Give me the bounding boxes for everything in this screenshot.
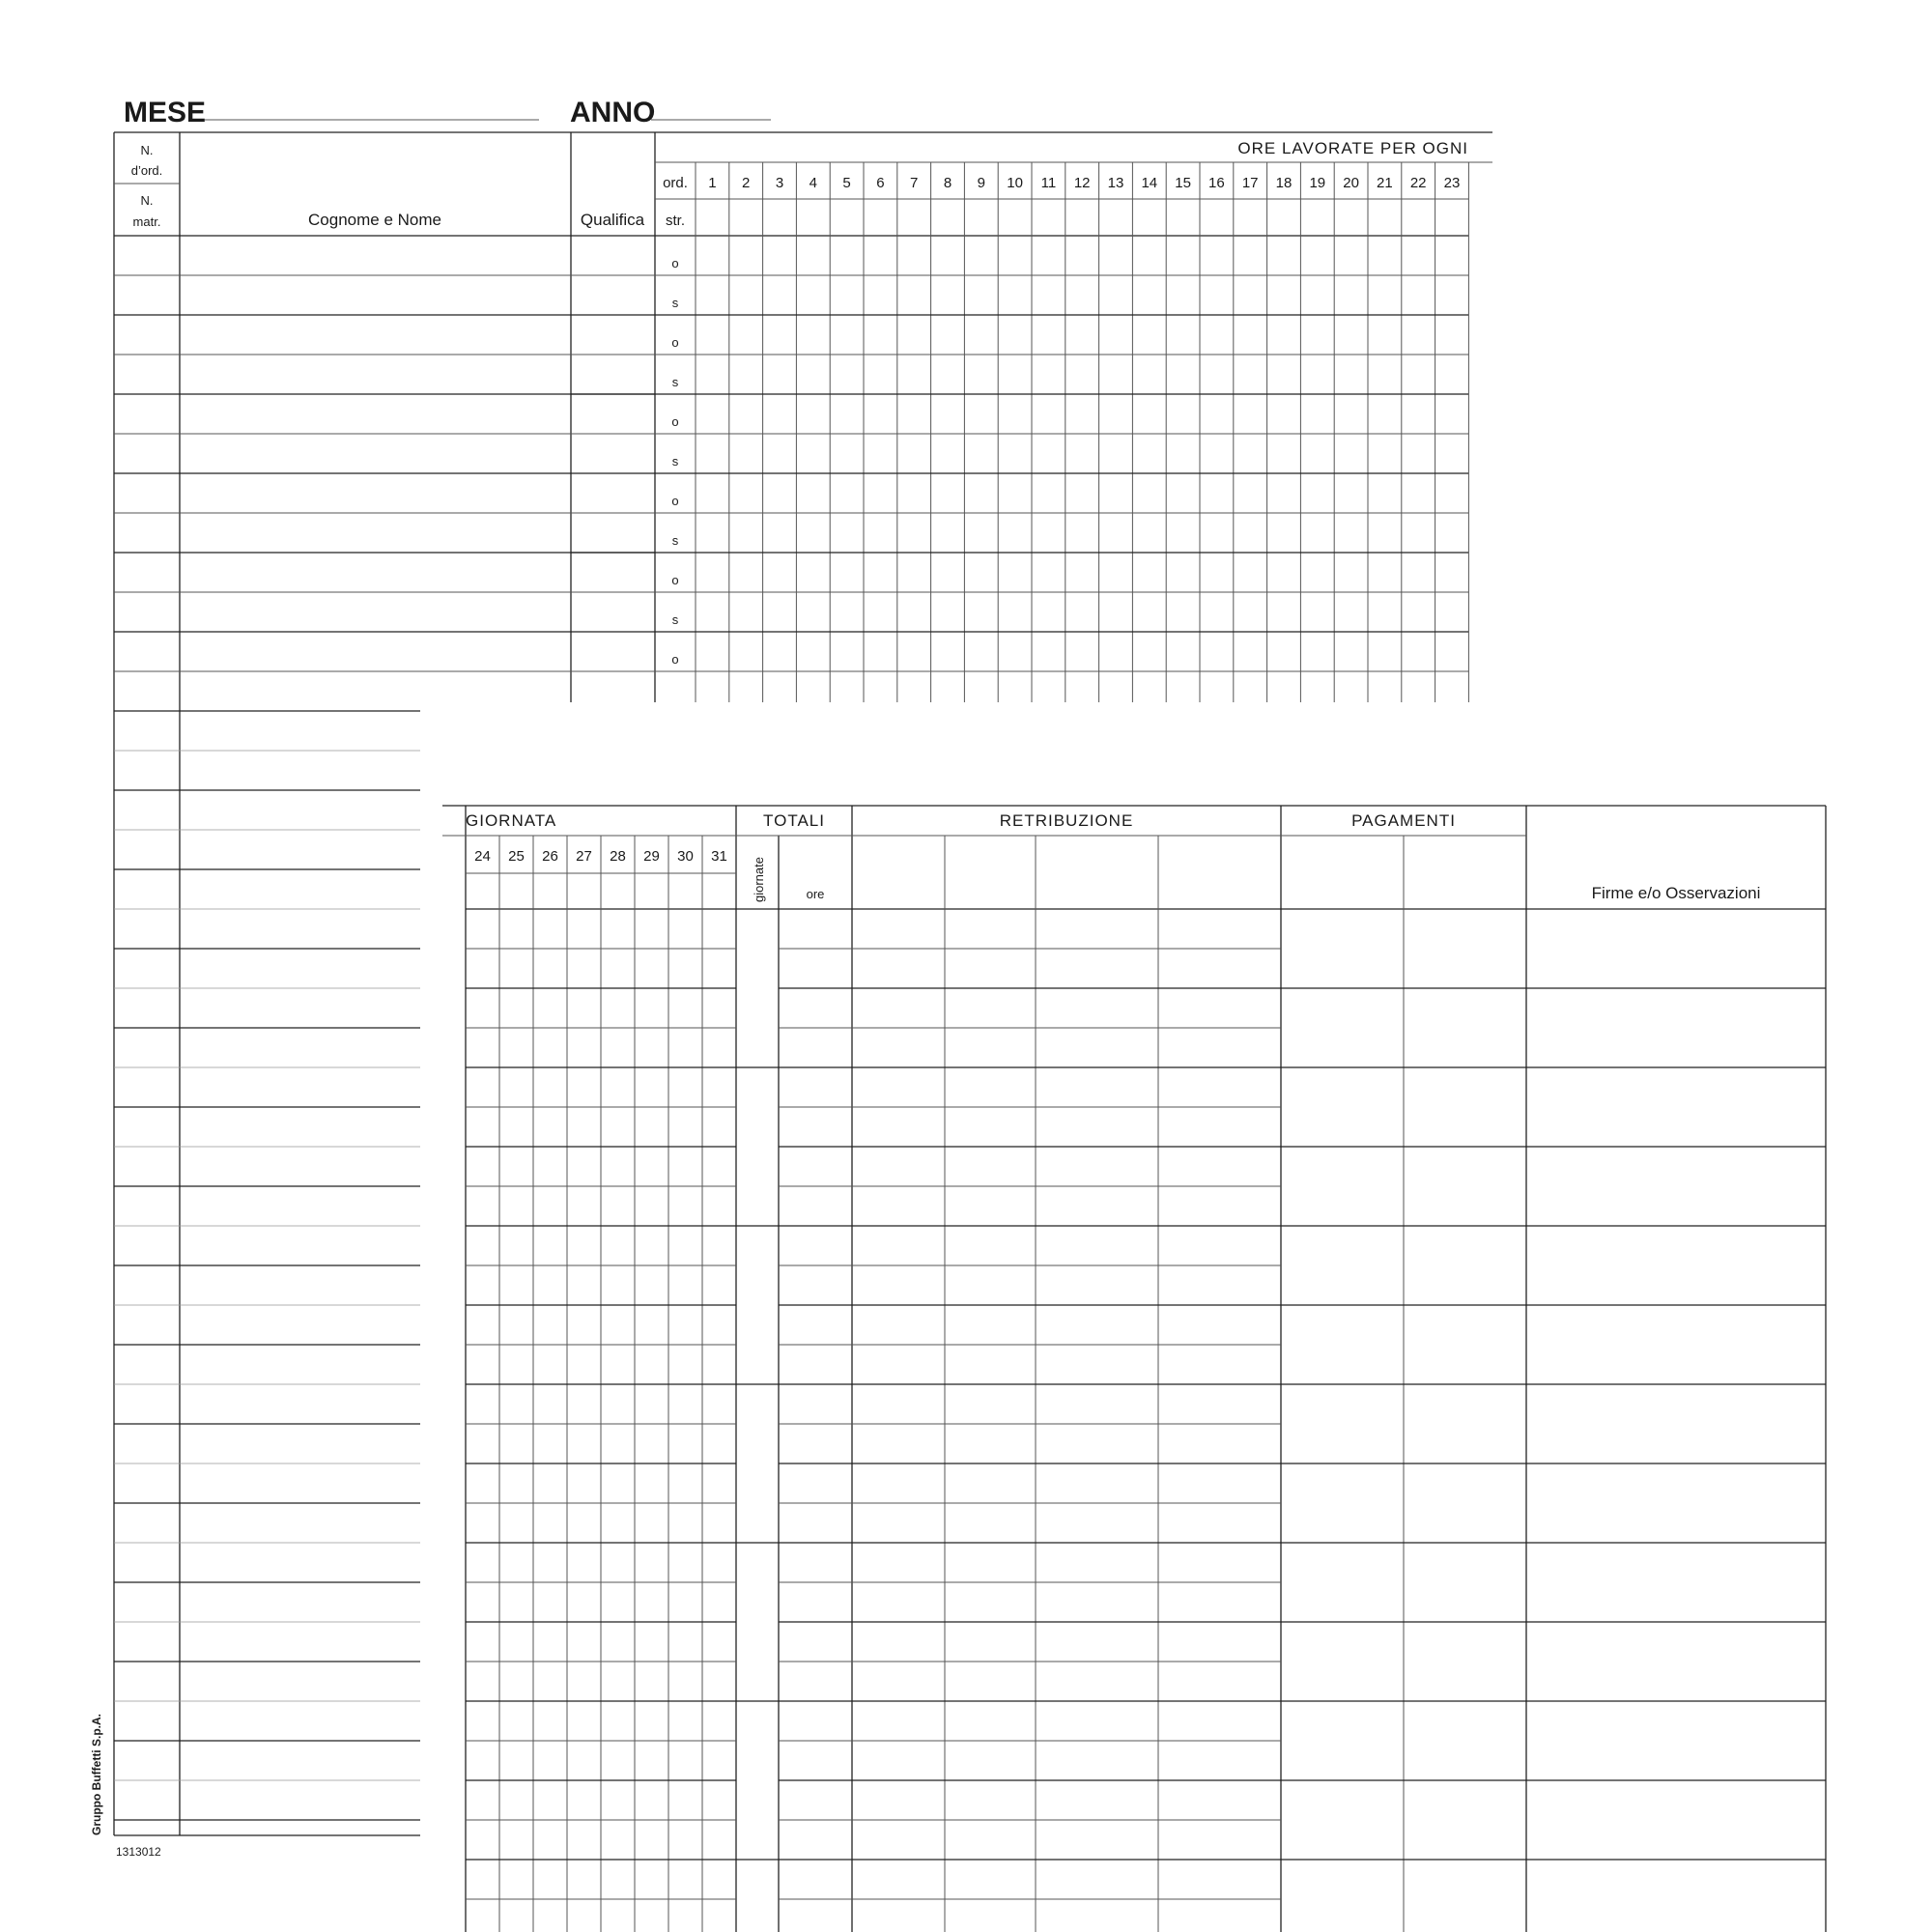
top-day-header: 7	[910, 175, 919, 191]
top-day-header: 12	[1073, 175, 1091, 191]
top-day-grid	[114, 162, 1468, 702]
firme-header: Firme e/o Osservazioni	[1591, 884, 1761, 902]
pagamenti-header: PAGAMENTI	[1351, 811, 1456, 830]
col-qualifica-header: Qualifica	[580, 211, 645, 229]
left-name-rows	[114, 711, 420, 1835]
row-marker: o	[671, 414, 679, 429]
bottom-day-header: 25	[508, 848, 525, 865]
bottom-grid	[466, 836, 1826, 1932]
top-day-header: 2	[742, 175, 751, 191]
top-day-header: 11	[1040, 175, 1057, 191]
top-day-header: 9	[977, 175, 985, 191]
form-code: 1313012	[116, 1845, 161, 1859]
bottom-day-header: 27	[576, 848, 592, 865]
top-day-header: 1	[708, 175, 717, 191]
bottom-table	[442, 806, 1826, 1932]
row-marker: s	[671, 454, 679, 469]
row-markers	[671, 256, 678, 667]
year-label: ANNO	[570, 97, 656, 128]
ore-label: ore	[806, 887, 825, 901]
top-day-header: 20	[1343, 175, 1359, 191]
row-marker: s	[671, 375, 679, 389]
publisher-label: Gruppo Buffetti S.p.A.	[90, 1714, 103, 1835]
row-marker: o	[671, 652, 679, 667]
top-day-header: 17	[1241, 175, 1259, 191]
top-day-header: 10	[1007, 175, 1023, 191]
bottom-day-header: 30	[677, 848, 694, 865]
bottom-day-header: 28	[610, 848, 626, 865]
hours-group-header: ORE LAVORATE PER OGNI	[1237, 139, 1468, 157]
bottom-day-header: 24	[474, 848, 491, 865]
col-ord-sub: d’ord.	[130, 163, 163, 178]
col-matr-num: N.	[140, 193, 154, 208]
top-day-header: 15	[1175, 175, 1191, 191]
top-day-header: 19	[1309, 175, 1326, 191]
top-day-header: 13	[1107, 175, 1124, 191]
col-ord-num: N.	[140, 143, 154, 157]
top-day-header: 4	[809, 175, 817, 191]
top-day-header: 21	[1377, 175, 1393, 191]
row-marker: o	[671, 494, 679, 508]
row-marker: s	[671, 533, 679, 548]
giornate-label: giornate	[752, 857, 766, 902]
top-day-header: 8	[943, 175, 952, 191]
row-str-label: str.	[665, 213, 686, 229]
top-table	[114, 132, 1492, 1835]
col-matr-sub: matr.	[132, 214, 161, 229]
bottom-day-header: 26	[542, 848, 558, 865]
row-marker: o	[671, 335, 679, 350]
top-day-header: 16	[1208, 175, 1225, 191]
top-day-header: 6	[876, 175, 885, 191]
row-marker: o	[671, 256, 679, 270]
top-day-headers	[708, 175, 1460, 191]
row-marker: o	[671, 573, 679, 587]
top-day-header: 14	[1141, 175, 1158, 191]
totali-header: TOTALI	[763, 811, 825, 830]
bottom-day-header: 29	[643, 848, 660, 865]
row-ord-label: ord.	[663, 175, 688, 191]
bottom-day-header: 31	[711, 848, 727, 865]
month-label: MESE	[124, 97, 207, 128]
top-day-header: 23	[1443, 175, 1461, 191]
top-day-header: 3	[775, 175, 784, 191]
top-day-header: 22	[1409, 175, 1427, 191]
giornata-header: GIORNATA	[466, 811, 557, 830]
top-day-header: 18	[1275, 175, 1293, 191]
col-name-header: Cognome e Nome	[308, 211, 441, 229]
row-marker: s	[671, 296, 679, 310]
row-marker: s	[671, 612, 679, 627]
top-day-header: 5	[842, 175, 851, 191]
retribuzione-header: RETRIBUZIONE	[999, 811, 1134, 830]
